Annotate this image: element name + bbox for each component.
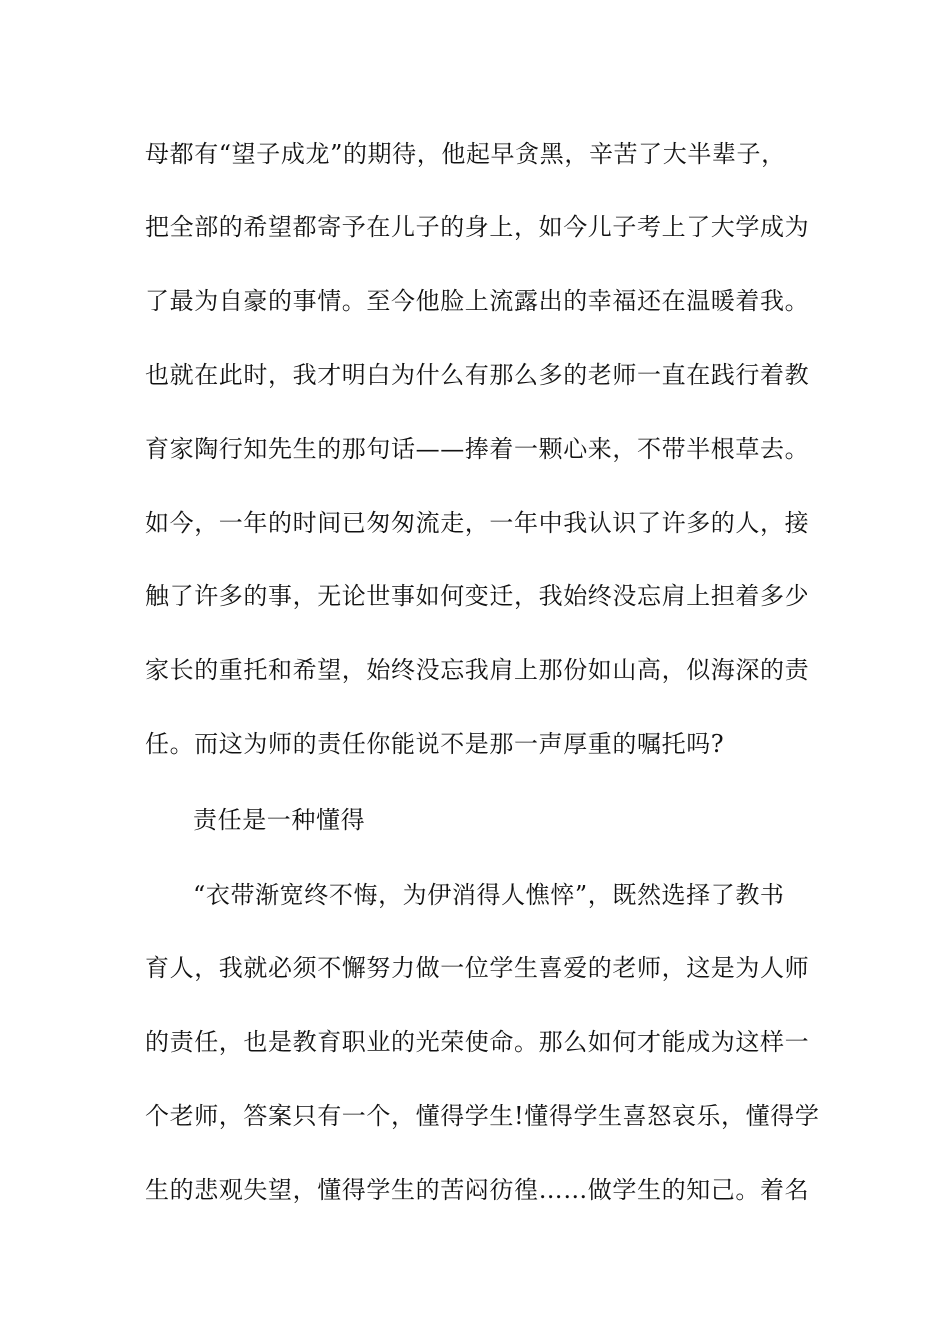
paragraph-line: 触了许多的事，无论世事如何变迁，我始终没忘肩上担着多少 (145, 582, 810, 610)
paragraph-line: 的责任，也是教育职业的光荣使命。那么如何才能成为这样一 (145, 1028, 810, 1056)
paragraph-line: 母都有“望子成龙”的期待，他起早贪黑，辛苦了大半辈子， (145, 140, 786, 168)
paragraph-line: 也就在此时，我才明白为什么有那么多的老师一直在践行着教 (145, 361, 810, 389)
paragraph-line: 个老师，答案只有一个，懂得学生!懂得学生喜怒哀乐，懂得学 (145, 1102, 820, 1130)
paragraph-line: 家长的重托和希望，始终没忘我肩上那份如山高，似海深的责 (145, 656, 810, 684)
paragraph-line: 育家陶行知先生的那句话——捧着一颗心来，不带半根草去。 (145, 435, 810, 463)
paragraph-line: 了最为自豪的事情。至今他脸上流露出的幸福还在温暖着我。 (145, 287, 810, 315)
paragraph-line: 如今，一年的时间已匆匆流走，一年中我认识了许多的人，接 (145, 509, 810, 537)
paragraph-line: 生的悲观失望，懂得学生的苦闷彷徨……做学生的知己。着名 (145, 1176, 810, 1204)
section-heading: 责任是一种懂得 (193, 806, 366, 834)
paragraph-line: 把全部的希望都寄予在儿子的身上，如今儿子考上了大学成为 (145, 213, 810, 241)
paragraph-line: 育人，我就必须不懈努力做一位学生喜爱的老师，这是为人师 (145, 954, 810, 982)
paragraph-line: 任。而这为师的责任你能说不是那一声厚重的嘱托吗? (145, 730, 725, 758)
paragraph-line: “衣带渐宽终不悔，为伊消得人憔悴”，既然选择了教书 (193, 881, 785, 909)
